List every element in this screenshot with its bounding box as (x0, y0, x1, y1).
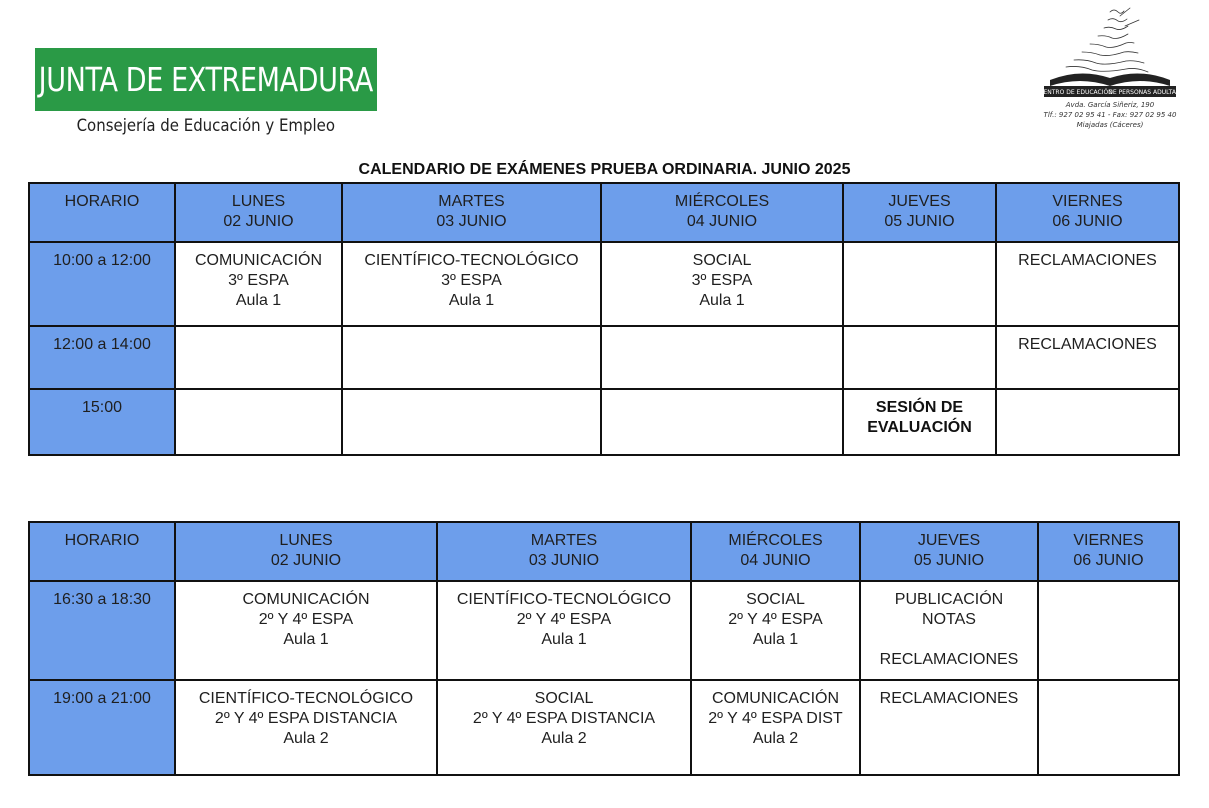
header-date: 03 JUNIO (528, 552, 600, 569)
cepa-city: Miajadas (Cáceres) (1076, 121, 1144, 129)
header-date: 03 JUNIO (436, 213, 507, 230)
exam-calendar-morning (28, 182, 1180, 456)
cell-text: 3º ESPA (228, 272, 289, 289)
cepa-band-left: CENTRO DE EDUCACIÓN (1039, 89, 1113, 96)
schedule-cell (342, 389, 601, 455)
schedule-cell (601, 326, 843, 389)
cell-text: Aula 1 (448, 292, 495, 309)
cell-text: RECLAMACIONES (1018, 252, 1157, 269)
cell-text: Aula 2 (541, 730, 587, 747)
schedule-cell (996, 389, 1179, 455)
schedule-cell (437, 581, 691, 680)
column-header-day (691, 522, 860, 581)
exam-calendar-afternoon (28, 521, 1180, 776)
schedule-cell (843, 242, 996, 326)
schedule-cell (843, 326, 996, 389)
schedule-cell (1038, 581, 1179, 680)
column-header-day (601, 183, 843, 242)
header-day-name: JUEVES (917, 532, 981, 549)
cell-text: 2º Y 4º ESPA DISTANCIA (472, 710, 656, 727)
column-header-day (843, 183, 996, 242)
cell-text: Aula 1 (752, 631, 799, 648)
cell-text: Aula 1 (699, 292, 745, 309)
table-row (29, 326, 1179, 389)
header-date: 05 JUNIO (884, 213, 955, 230)
cell-text: 3º ESPA (441, 272, 502, 289)
cell-text: NOTAS (922, 611, 976, 628)
cell-text: 2º Y 4º ESPA (516, 611, 612, 628)
header-day-name: JUEVES (888, 193, 951, 210)
schedule-cell (437, 680, 691, 775)
header-date: 06 JUNIO (1073, 552, 1144, 569)
cell-text: SOCIAL (746, 591, 805, 608)
schedule-cell (601, 242, 843, 326)
cell-text (865, 630, 1033, 650)
schedule-cell (860, 680, 1038, 775)
time-slot: 15:00 (29, 389, 175, 455)
header-date: 02 JUNIO (270, 552, 342, 569)
time-slot: 19:00 a 21:00 (29, 680, 175, 775)
cepa-logo (1030, 2, 1190, 142)
table-row (29, 581, 1179, 680)
schedule-cell (691, 680, 860, 775)
cell-text: SOCIAL (692, 252, 752, 269)
cell-text: Aula 1 (541, 631, 587, 648)
cell-text: SOCIAL (534, 690, 594, 707)
cepa-phone: Tlf.: 927 02 95 41 - Fax: 927 02 95 40 (1043, 111, 1177, 119)
header-day-name: LUNES (279, 532, 333, 549)
cell-text: COMUNICACIÓN (194, 252, 323, 269)
schedule-cell (996, 326, 1179, 389)
column-header-day (175, 522, 437, 581)
cepa-band-right: DE PERSONAS ADULTAS (1108, 89, 1180, 96)
schedule-cell (601, 389, 843, 455)
header-row (29, 183, 1179, 242)
schedule-cell (342, 242, 601, 326)
header-day-name: MARTES (530, 532, 598, 549)
cell-text: 2º Y 4º ESPA DIST (708, 710, 843, 727)
junta-logo (35, 48, 377, 136)
cell-text: CIENTÍFICO-TECNOLÓGICO (456, 591, 672, 608)
cell-text: RECLAMACIONES (879, 651, 1019, 668)
schedule-cell (1038, 680, 1179, 775)
header-day-name: HORARIO (64, 532, 140, 549)
column-header-day (860, 522, 1038, 581)
open-book-logo-icon (1030, 2, 1190, 102)
column-header-horario (29, 183, 175, 242)
table-row (29, 680, 1179, 775)
header-day-name: MARTES (438, 193, 505, 210)
cell-text: CIENTÍFICO-TECNOLÓGICO (364, 252, 579, 269)
cell-text: RECLAMACIONES (879, 690, 1019, 707)
schedule-cell (691, 581, 860, 680)
header-day-name: HORARIO (64, 193, 140, 210)
cell-text: Aula 2 (283, 730, 329, 747)
schedule-cell (843, 389, 996, 455)
org-department: Consejería de Educación y Empleo (76, 116, 336, 136)
cell-text: RECLAMACIONES (1018, 336, 1157, 353)
cell-text: 2º Y 4º ESPA (728, 611, 823, 628)
header-day-name: VIERNES (1052, 193, 1123, 210)
schedule-cell (996, 242, 1179, 326)
schedule-cell (860, 581, 1038, 680)
column-header-day (437, 522, 691, 581)
column-header-day (1038, 522, 1179, 581)
cell-text: PUBLICACIÓN (894, 591, 1004, 608)
header-date: 06 JUNIO (1052, 213, 1123, 230)
schedule-cell (175, 242, 342, 326)
cell-text: SESIÓN DE (875, 399, 964, 416)
cell-text: CIENTÍFICO-TECNOLÓGICO (198, 690, 414, 707)
schedule-cell (175, 680, 437, 775)
header-date: 04 JUNIO (740, 552, 811, 569)
schedule-cell (175, 389, 342, 455)
cepa-address: Avda. García Siñeriz, 190 (1065, 101, 1155, 109)
table-row (29, 242, 1179, 326)
header-day-name: MIÉRCOLES (674, 193, 770, 210)
header-day-name: MIÉRCOLES (728, 532, 823, 549)
junta-banner (35, 48, 377, 111)
header-row (29, 522, 1179, 581)
time-slot: 16:30 a 18:30 (29, 581, 175, 680)
page-title: CALENDARIO DE EXÁMENES PRUEBA ORDINARIA. JUNIO 2025 (358, 161, 851, 178)
cell-text: COMUNICACIÓN (711, 690, 840, 707)
column-header-day (175, 183, 342, 242)
header-date: 05 JUNIO (913, 552, 985, 569)
org-name: JUNTA DE EXTREMADURA (38, 60, 374, 99)
header-date: 04 JUNIO (686, 213, 758, 230)
time-slot: 10:00 a 12:00 (29, 242, 175, 326)
column-header-horario (29, 522, 175, 581)
column-header-day (996, 183, 1179, 242)
header-day-name: VIERNES (1073, 532, 1144, 549)
cell-text: 3º ESPA (691, 272, 753, 289)
cell-text: COMUNICACIÓN (242, 591, 370, 608)
schedule-cell (175, 581, 437, 680)
cell-text: Aula 1 (283, 631, 329, 648)
schedule-cell (175, 326, 342, 389)
header-date: 02 JUNIO (223, 213, 294, 230)
cell-text: 2º Y 4º ESPA DISTANCIA (214, 710, 398, 727)
schedule-cell (342, 326, 601, 389)
column-header-day (342, 183, 601, 242)
cell-text: Aula 1 (235, 292, 282, 309)
table-row (29, 389, 1179, 455)
header-day-name: LUNES (231, 193, 286, 210)
time-slot: 12:00 a 14:00 (29, 326, 175, 389)
cell-text: 2º Y 4º ESPA (258, 611, 354, 628)
cell-text: EVALUACIÓN (867, 419, 972, 436)
cell-text: Aula 2 (752, 730, 799, 747)
